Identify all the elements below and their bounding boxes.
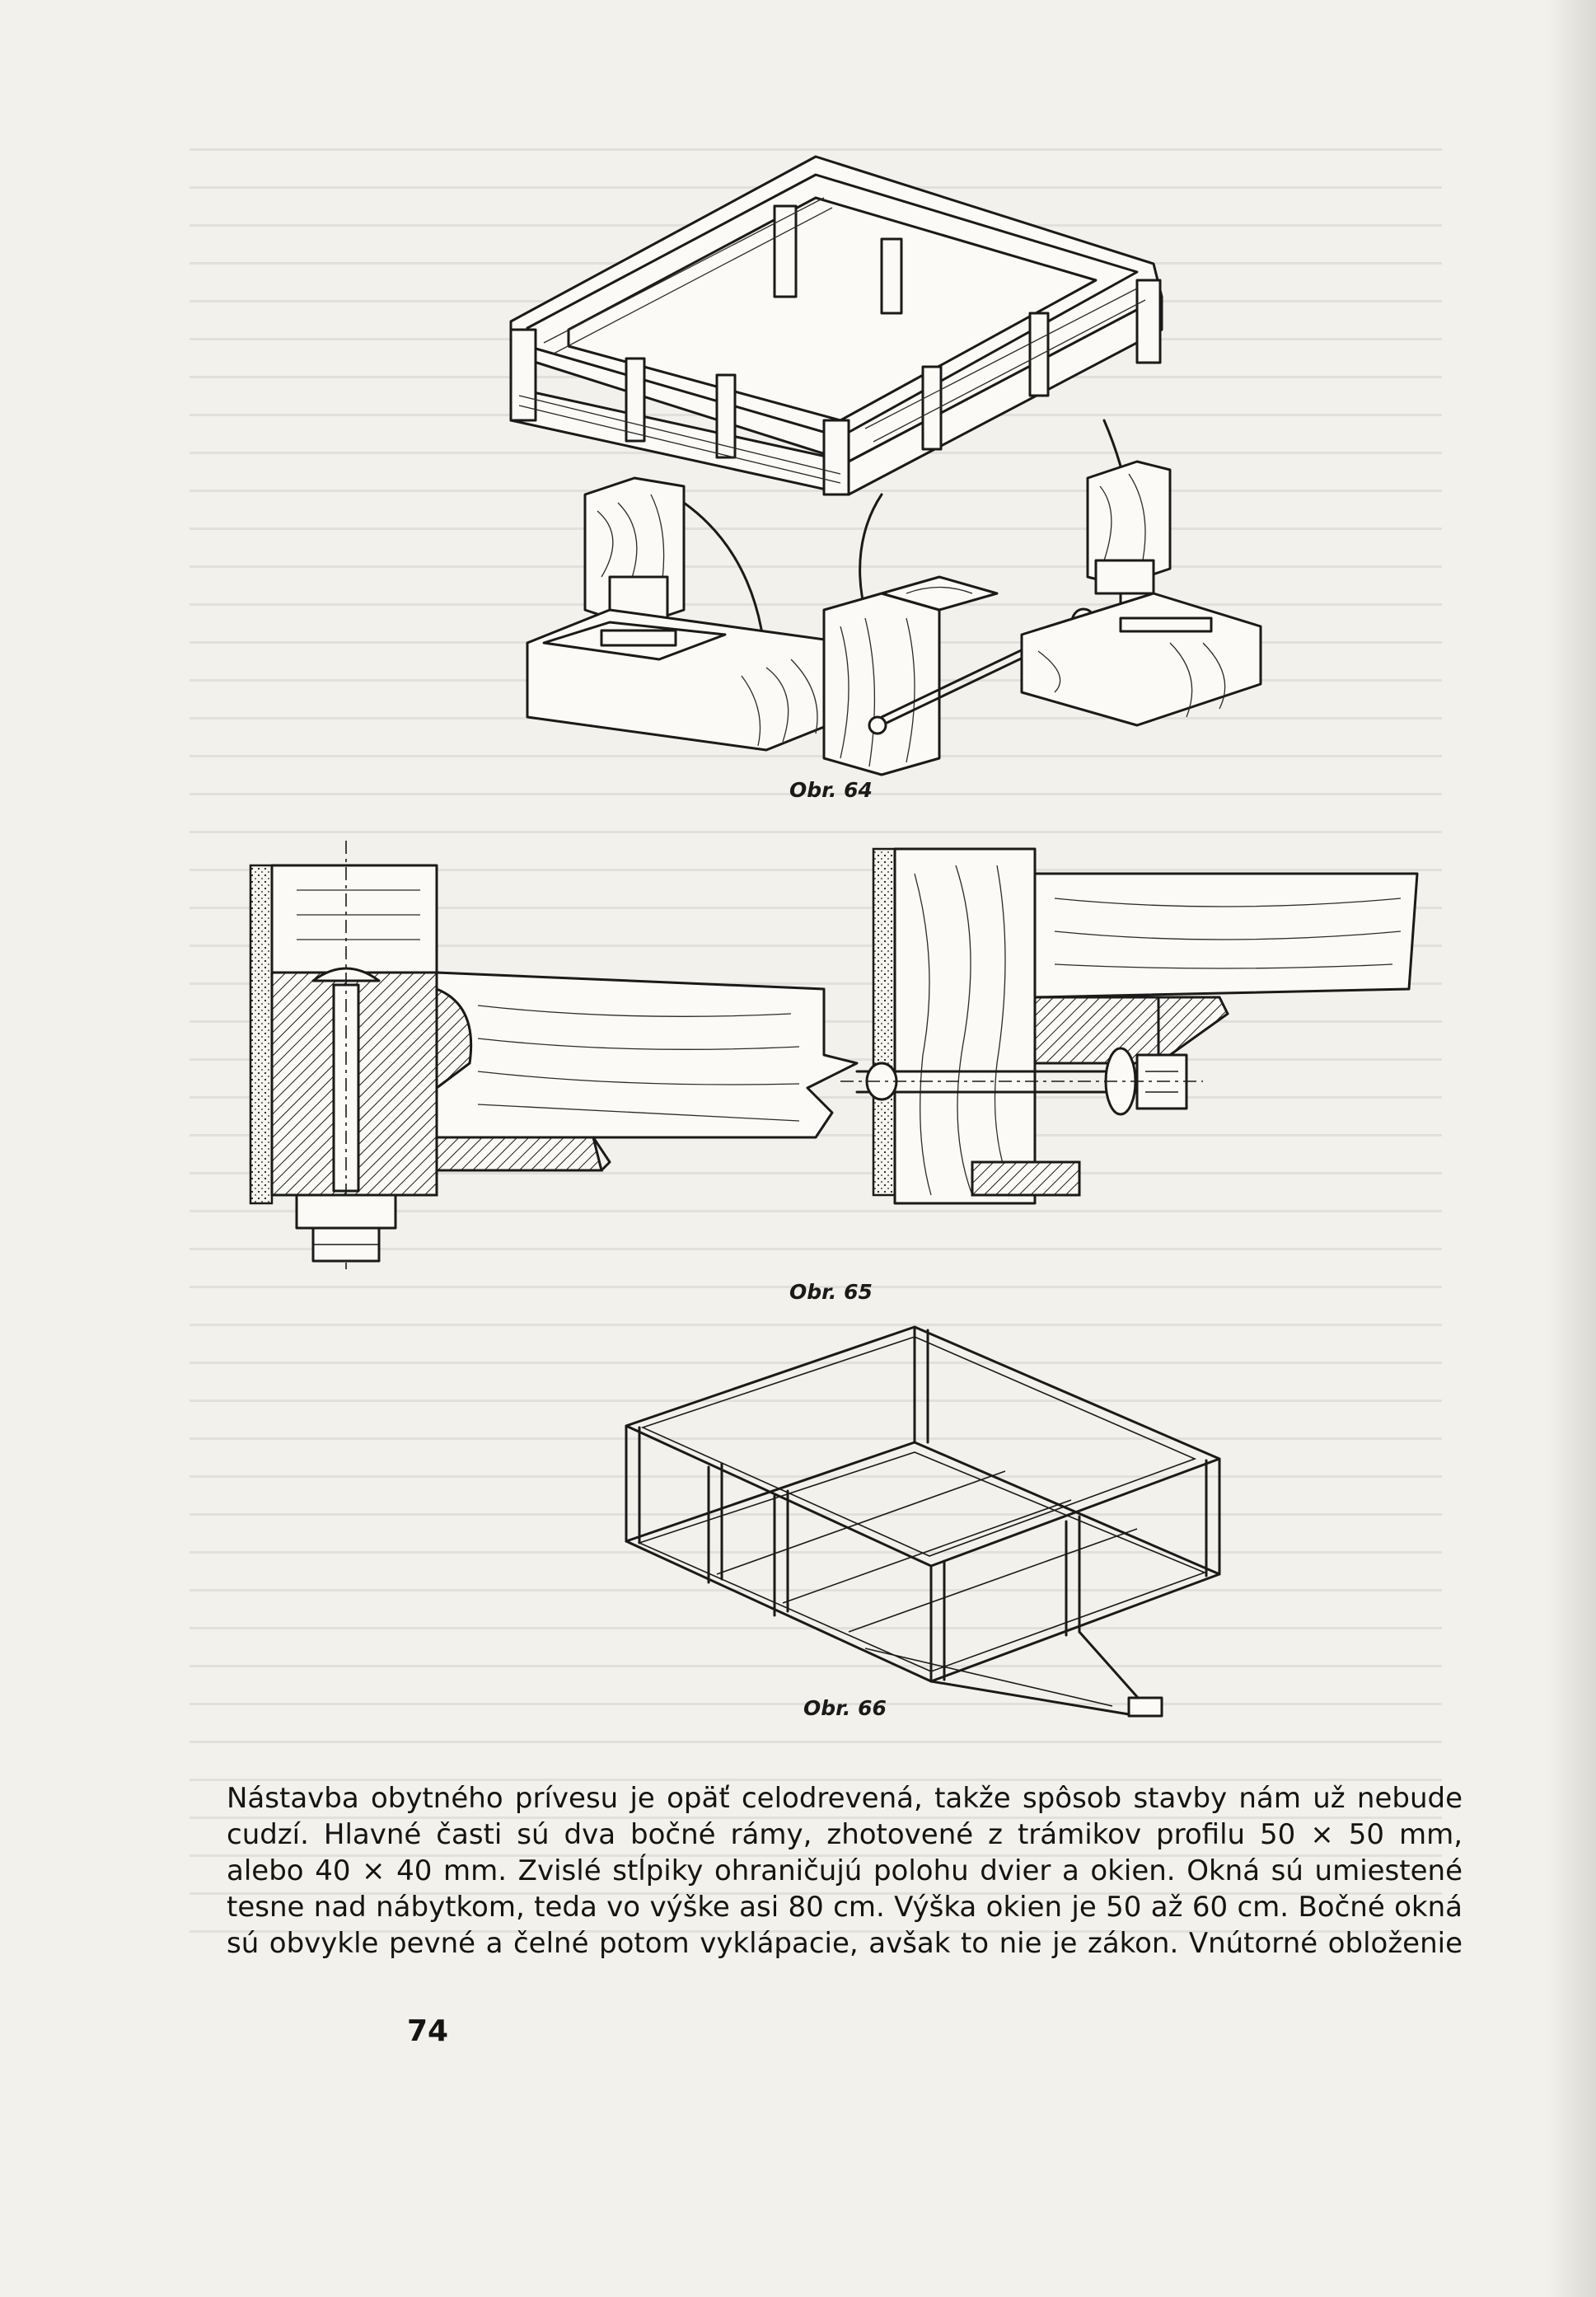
- body-line: Nástavba obytného prívesu je opäť celodrevená, takže spôsob stavby nám už nebude: [227, 1782, 1463, 1815]
- body-line: alebo 40 × 40 mm. Zvislé stĺpiky ohraničujú polohu dvier a okien. Okná sú umiestené: [227, 1854, 1463, 1887]
- page-number: 74: [407, 2014, 449, 2048]
- body-line: tesne nad nábytkom, teda vo výške asi 80 cm. Výška okien je 50 až 60 cm. Bočné okná: [227, 1891, 1463, 1924]
- figure-66-drawing: [618, 1319, 1228, 1731]
- body-line: cudzí. Hlavné časti sú dva bočné rámy, zhotovené z trámikov profilu 50 × 50 mm,: [227, 1818, 1463, 1851]
- figure-64-frame-joints: [494, 148, 1467, 783]
- figure-65-drawing: [231, 841, 1434, 1269]
- body-paragraph: [227, 1780, 1463, 1962]
- figure-66-caption: Obr. 66: [803, 1696, 887, 1720]
- figure-64-drawing: [494, 148, 1467, 783]
- figure-66-trailer-frame: [618, 1319, 1228, 1731]
- figure-65-caption: Obr. 65: [789, 1280, 873, 1304]
- figure-64-caption: Obr. 64: [789, 778, 873, 802]
- body-line: sú obvykle pevné a čelné potom vyklápacie, avšak to nie je zákon. Vnútorné obloženie: [227, 1927, 1463, 1960]
- page-edge-shadow: [1547, 0, 1596, 2297]
- figure-65-bolt-sections: [231, 841, 1434, 1269]
